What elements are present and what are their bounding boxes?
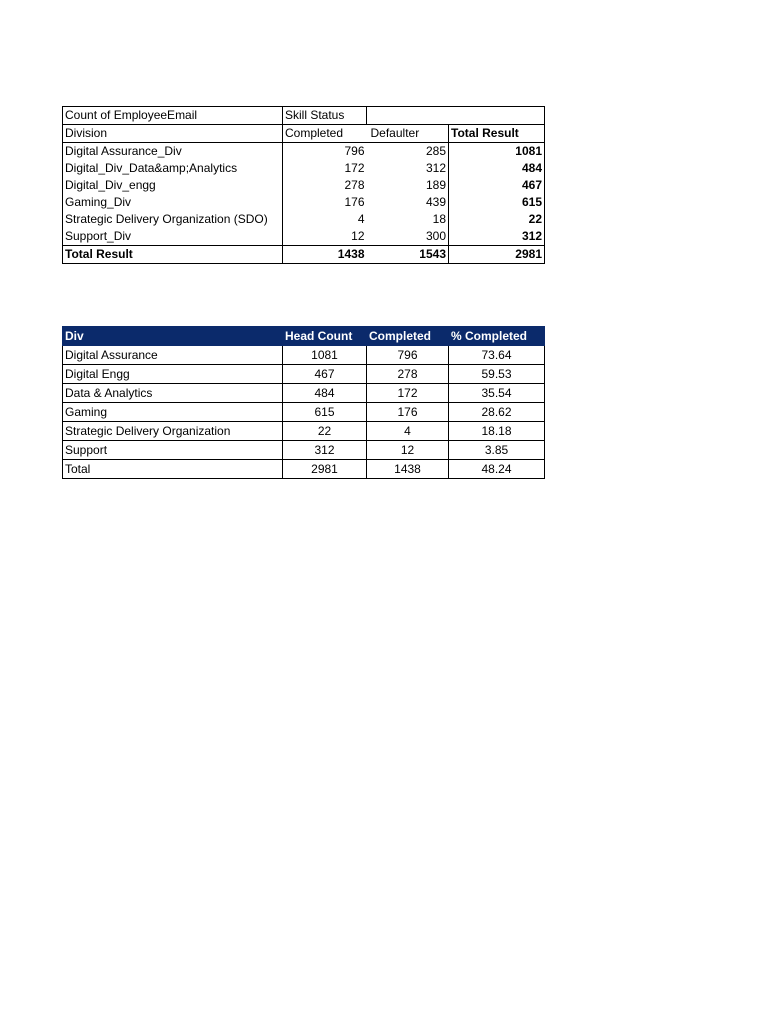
summary-cell-pct: 59.53 xyxy=(449,365,545,384)
pivot-cell-completed: 172 xyxy=(283,160,367,177)
summary-header-completed: Completed xyxy=(367,327,449,346)
summary-cell-pct: 73.64 xyxy=(449,346,545,365)
pivot-total-row xyxy=(63,246,545,264)
pivot-cell-total: 22 xyxy=(449,211,545,228)
pivot-cell-division: Digital_Div_Data&amp;Analytics xyxy=(65,161,238,175)
table-row xyxy=(63,194,545,211)
pivot-cell-division: Gaming_Div xyxy=(65,195,132,209)
summary-cell-pct: 35.54 xyxy=(449,384,545,403)
summary-cell-head-count: 2981 xyxy=(283,460,367,479)
summary-cell-completed: 1438 xyxy=(367,460,449,479)
pivot-table xyxy=(62,106,545,264)
pivot-corner-label: Count of EmployeeEmail xyxy=(63,107,283,125)
pivot-header-row xyxy=(63,125,545,143)
summary-cell-pct: 28.62 xyxy=(449,403,545,422)
summary-cell-div: Gaming xyxy=(63,403,283,422)
pivot-cell-completed: 4 xyxy=(283,211,367,228)
pivot-cell-defaulter: 189 xyxy=(425,178,446,192)
pivot-cell-defaulter: 439 xyxy=(425,195,446,209)
pivot-cell-total: 312 xyxy=(449,228,545,246)
summary-cell-div: Support xyxy=(63,441,283,460)
pivot-cell-division: Digital_Div_engg xyxy=(65,178,156,192)
pivot-cell-completed: 796 xyxy=(283,143,367,161)
pivot-cell-completed: 278 xyxy=(283,177,367,194)
pivot-cell-total: 1081 xyxy=(449,143,545,161)
table-row xyxy=(63,211,545,228)
pivot-cell-defaulter: 312 xyxy=(425,161,446,175)
summary-cell-div: Data & Analytics xyxy=(63,384,283,403)
table-row xyxy=(63,422,545,441)
summary-cell-completed: 796 xyxy=(367,346,449,365)
pivot-cell-defaulter: 18 xyxy=(432,212,446,226)
pivot-column-field: Skill Status xyxy=(283,107,367,125)
summary-header-pct-completed: % Completed xyxy=(449,327,545,346)
table-row xyxy=(63,143,545,161)
summary-cell-head-count: 484 xyxy=(283,384,367,403)
table-row xyxy=(63,228,545,246)
pivot-cell-defaulter: 300 xyxy=(425,229,446,243)
table-row xyxy=(63,403,545,422)
table-row xyxy=(63,346,545,365)
summary-header-row xyxy=(63,327,545,346)
summary-cell-completed: 278 xyxy=(367,365,449,384)
table-row xyxy=(63,441,545,460)
summary-cell-completed: 12 xyxy=(367,441,449,460)
summary-cell-completed: 172 xyxy=(367,384,449,403)
summary-cell-pct: 48.24 xyxy=(449,460,545,479)
summary-total-row xyxy=(63,460,545,479)
summary-table xyxy=(62,326,545,479)
pivot-cell-completed: 12 xyxy=(283,228,367,246)
table-row xyxy=(63,365,545,384)
summary-cell-div: Total xyxy=(63,460,283,479)
summary-cell-completed: 4 xyxy=(367,422,449,441)
pivot-cell-defaulter: 285 xyxy=(425,144,446,158)
pivot-cell-division: Digital Assurance_Div xyxy=(65,144,182,158)
pivot-column-field-blank xyxy=(367,107,545,125)
pivot-header-completed: Completed xyxy=(283,125,367,143)
summary-cell-div: Digital Engg xyxy=(63,365,283,384)
pivot-header-total: Total Result xyxy=(449,125,545,143)
summary-cell-head-count: 22 xyxy=(283,422,367,441)
pivot-header-division: Division xyxy=(63,125,283,143)
pivot-total-defaulter: 1543 xyxy=(367,246,449,264)
summary-cell-pct: 18.18 xyxy=(449,422,545,441)
summary-cell-div: Strategic Delivery Organization xyxy=(63,422,283,441)
table-row xyxy=(63,177,545,194)
summary-cell-div: Digital Assurance xyxy=(63,346,283,365)
summary-cell-pct: 3.85 xyxy=(449,441,545,460)
pivot-total-completed: 1438 xyxy=(283,246,367,264)
summary-cell-head-count: 467 xyxy=(283,365,367,384)
summary-header-div: Div xyxy=(63,327,283,346)
pivot-cell-division: Strategic Delivery Organization (SDO) xyxy=(65,212,268,226)
summary-header-head-count: Head Count xyxy=(283,327,367,346)
pivot-cell-completed: 176 xyxy=(283,194,367,211)
pivot-cell-division: Support_Div xyxy=(65,229,132,243)
summary-cell-completed: 176 xyxy=(367,403,449,422)
summary-cell-head-count: 1081 xyxy=(283,346,367,365)
pivot-header-defaulter: Defaulter xyxy=(367,125,449,143)
table-row xyxy=(63,384,545,403)
pivot-cell-total: 467 xyxy=(449,177,545,194)
pivot-total-total: 2981 xyxy=(449,246,545,264)
pivot-cell-total: 615 xyxy=(449,194,545,211)
summary-cell-head-count: 615 xyxy=(283,403,367,422)
pivot-total-label: Total Result xyxy=(63,246,283,264)
pivot-cell-total: 484 xyxy=(449,160,545,177)
table-row xyxy=(63,160,545,177)
pivot-field-row xyxy=(63,107,545,125)
summary-cell-head-count: 312 xyxy=(283,441,367,460)
